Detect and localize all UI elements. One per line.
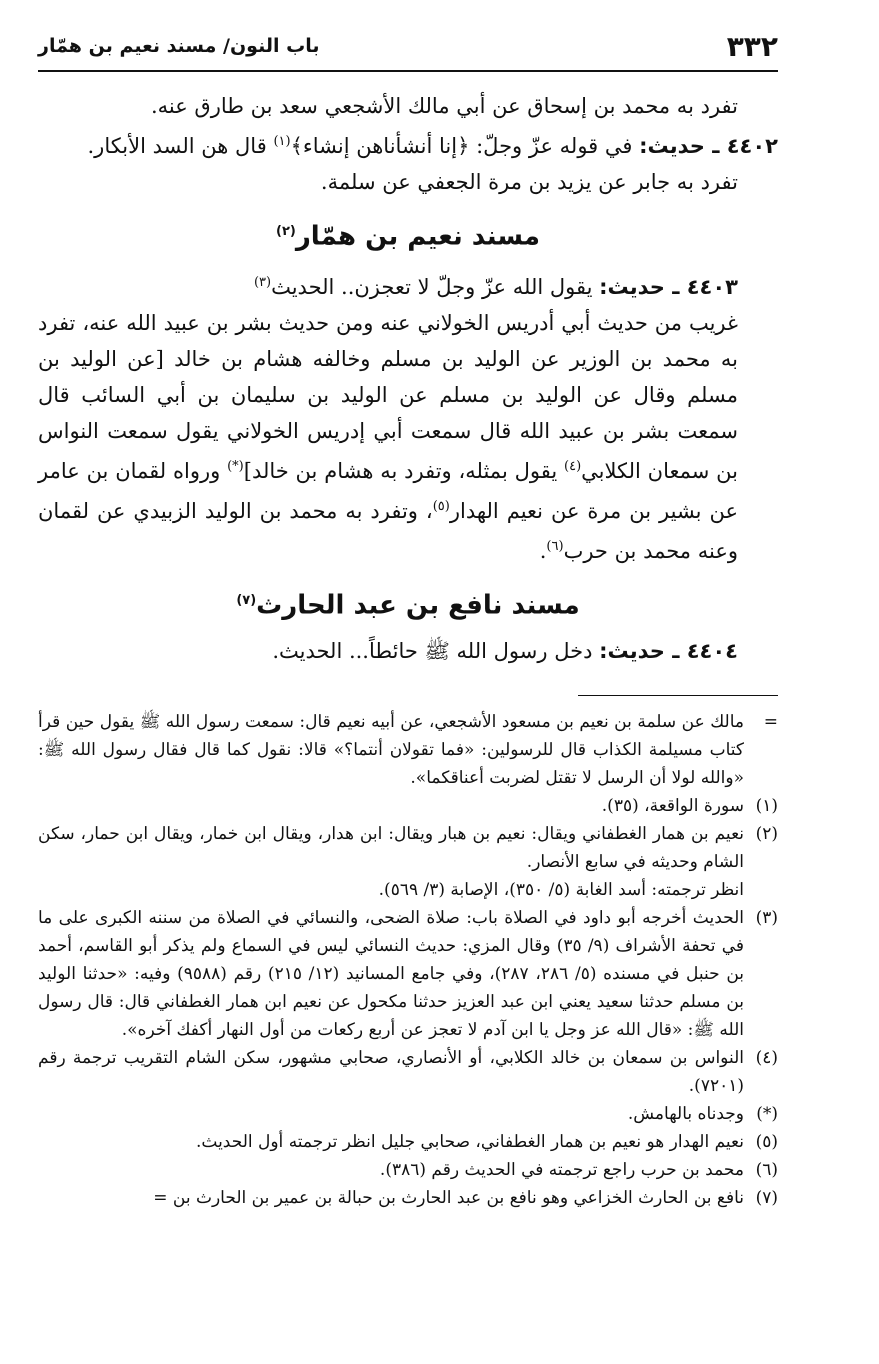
hadith-number: ٤٤٠٣ ـ حديث: bbox=[599, 274, 738, 299]
hadith-4402 bbox=[38, 124, 778, 164]
commentary-text: يقول بمثله، وتفرد به هشام بن خالد] bbox=[243, 458, 558, 483]
section-heading-nafi bbox=[38, 579, 778, 628]
footnote-continuation bbox=[38, 708, 778, 792]
running-header bbox=[38, 22, 778, 72]
footnote-ref: (٦) bbox=[546, 538, 564, 554]
footnote-4 bbox=[38, 1044, 778, 1100]
footnote-text: سورة الواقعة، (٣٥). bbox=[601, 796, 744, 817]
footnote-6 bbox=[38, 1156, 778, 1184]
hadith-number: ٤٤٠٢ ـ حديث: bbox=[639, 134, 778, 158]
paragraph-commentary bbox=[38, 305, 778, 569]
footnote-star bbox=[38, 1100, 778, 1128]
header-title: باب النون/ مسند نعيم بن همّار bbox=[38, 35, 320, 57]
hadith-text: يقول الله عزّ وجلّ لا تعجزن.. الحديث bbox=[271, 274, 593, 299]
footnote-marker: (٤) bbox=[755, 1048, 778, 1069]
section-heading-nuaym bbox=[38, 210, 778, 259]
footnote-marker: (٢) bbox=[755, 824, 778, 845]
section-title: مسند نافع بن عبد الحارث bbox=[256, 590, 580, 621]
footnote-marker: (٦) bbox=[755, 1160, 778, 1181]
footnotes bbox=[38, 708, 778, 1212]
footnote-ref: (*) bbox=[227, 458, 244, 474]
commentary-text: ورواه لقمان بن عامر عن بشير بن مرة عن نعيم الهدار bbox=[38, 458, 738, 523]
footnote-marker: (٥) bbox=[755, 1132, 778, 1153]
hadith-text: دخل رسول الله ﷺ حائطاً... الحديث. bbox=[272, 639, 593, 664]
footnote-ref: (٥) bbox=[432, 498, 450, 514]
footnote-text: نعيم بن همار الغطفاني ويقال: نعيم بن هبار ويقال: ابن هدار، ويقال ابن خمار، ويقال ابن حمار، سكن الشام وحديثه في سابع الأنصار. bbox=[38, 824, 744, 873]
footnote-ref: (٣) bbox=[253, 274, 272, 290]
hadith-text: في قوله عزّ وجلّ: ﴿إنا أنشأناهن إنشاء﴾ bbox=[290, 134, 633, 158]
footnote-text: وجدناه بالهامش. bbox=[627, 1104, 744, 1125]
footnote-marker: (٧) bbox=[755, 1188, 778, 1209]
main-text bbox=[38, 72, 778, 669]
hadith-text-tail: قال هن السد الأبكار. bbox=[87, 134, 267, 158]
commentary-text: غريب من حديث أبي أدريس الخولاني عنه ومن حديث بشر بن عبيد الله عنه، تفرد به محمد بن الوزير عن الوليد بن مسلم وخالفه هشام بن خالد [عن الوليد بن مسلم وقال عن الوليد بن مسلم عن الوليد بن سليمان بن أبي السائب قال سمعت بشر بن عبيد الله قال سمعت أبي إدريس الخولاني يقول سمعت النواس بن سمعان الكلابي bbox=[38, 310, 738, 483]
hadith-number: ٤٤٠٤ ـ حديث: bbox=[599, 639, 738, 664]
footnote-5 bbox=[38, 1128, 778, 1156]
footnote-text: الحديث أخرجه أبو داود في الصلاة باب: صلاة الضحى، والنسائي في الصلاة من سننه الكبرى على ما في تحفة الأشراف (٩/ ٣٥) وقال المزي: حديث النسائي ليس في السماع ولم يذكر أبو القاسم، أحمد بن حنبل في مسنده (٥/ ٢٨٦، ٢٨٧)، وفي جامع المسانيد (١٢/ ٢١٥) رقم (٩٥٨٨) وفيه: «حدثنا الوليد بن مسلم حدثنا سعيد يعني ابن عبد العزيز حدثنا مكحول عن نعيم ابن همار الغطفاني قال: قال رسول الله ﷺ: «قال الله عز وجل يا ابن آدم لا تعجز عن أربع ركعات من أول النهار أكفك آخره». bbox=[38, 908, 744, 1041]
book-page bbox=[38, 22, 778, 1212]
paragraph-tafarrud-1: تفرد به محمد بن إسحاق عن أبي مالك الأشجعي سعد بن طارق عنه. bbox=[150, 94, 738, 118]
footnote-ref: (٢) bbox=[276, 224, 296, 239]
footnote-ref: (٧) bbox=[236, 592, 257, 608]
footnote-text: مالك عن سلمة بن نعيم بن مسعود الأشجعي، عن أبيه نعيم قال: سمعت رسول الله ﷺ يقول حين قرأ كتاب مسيلمة الكذاب قال للرسولين: «فما تقولان أنتما؟» قالا: نقول كما قال فقال رسول الله ﷺ: «والله لولا أن الرسل لا تقتل لضربت أعناقكما». bbox=[38, 712, 744, 789]
footnote-ref: (٤) bbox=[564, 458, 582, 474]
footnote-marker: (٣) bbox=[755, 908, 778, 929]
footnote-text: نافع بن الحارث الخزاعي وهو نافع بن عبد الحارث بن حبالة بن عمير بن الحارث بن = bbox=[153, 1188, 744, 1209]
page-number: ٣٣٢ bbox=[726, 29, 778, 63]
footnote-text: محمد بن حرب راجع ترجمته في الحديث رقم (٣٨٦). bbox=[379, 1160, 744, 1181]
footnote-marker: (*) bbox=[756, 1104, 778, 1125]
footnote-1 bbox=[38, 792, 778, 820]
paragraph-tafarrud-2: تفرد به جابر عن يزيد بن مرة الجعفي عن سلمة. bbox=[320, 170, 738, 194]
section-title: مسند نعيم بن همّار bbox=[295, 221, 540, 252]
footnote-marker: = bbox=[763, 712, 778, 733]
footnote-3 bbox=[38, 904, 778, 1044]
footnote-marker: (١) bbox=[755, 796, 778, 817]
footnote-2 bbox=[38, 820, 778, 876]
footnote-separator bbox=[578, 695, 778, 696]
commentary-text: . bbox=[539, 538, 547, 563]
hadith-4403 bbox=[38, 265, 778, 305]
footnote-text: نعيم الهدار هو نعيم بن همار الغطفاني، صحابي جليل انظر ترجمته أول الحديث. bbox=[195, 1132, 744, 1153]
commentary-text: ، وتفرد به محمد بن الوليد الزبيدي عن لقمان وعنه محمد بن حرب bbox=[38, 498, 738, 563]
footnote-2-continuation: انظر ترجمته: أسد الغابة (٥/ ٣٥٠)، الإصابة (٣/ ٥٦٩). bbox=[378, 880, 744, 901]
footnote-text: النواس بن سمعان بن خالد الكلابي، أو الأنصاري، صحابي مشهور، سكن الشام التقريب ترجمة رقم (٧٢٠١). bbox=[38, 1048, 744, 1097]
hadith-4404 bbox=[38, 633, 778, 669]
footnote-ref: (١) bbox=[273, 134, 291, 149]
footnote-7 bbox=[38, 1184, 778, 1212]
